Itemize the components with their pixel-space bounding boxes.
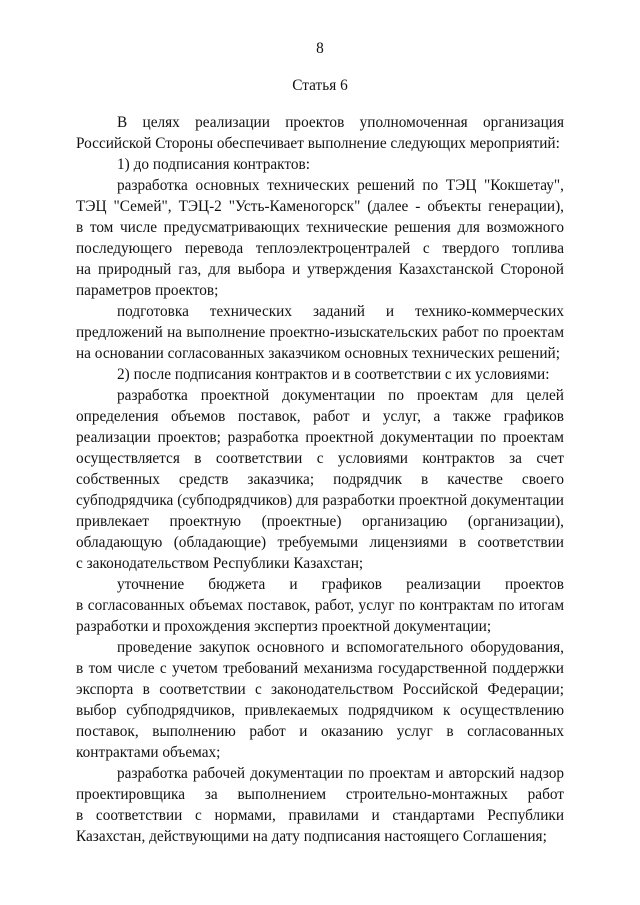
text-line: реализации проектов; разработка проектной документации по проектам	[76, 429, 564, 446]
text-line: субподрядчика (субподрядчиков) для разработки проектной документации	[76, 492, 564, 509]
text-line: разработка основных технических решений по ТЭЦ "Кокшетау",	[117, 177, 564, 194]
text-line: последующего перевода теплоэлектроцентралей с твердого топлива	[76, 240, 564, 257]
page-number: 8	[316, 40, 324, 57]
text-line: уточнение бюджета и графиков реализации проектов	[117, 576, 564, 593]
text-line: разработка рабочей документации по проектам и авторский надзор	[117, 765, 564, 782]
text-line: с законодательством Республики Казахстан;	[76, 555, 364, 572]
text-line: Российской Стороны обеспечивает выполнение следующих мероприятий:	[76, 135, 560, 152]
text-line: экспорта в соответствии с законодательством Российской Федерации;	[76, 681, 564, 698]
text-line: в том числе с учетом требований механизма государственной поддержки	[76, 660, 564, 677]
text-line: контрактами объемах;	[76, 744, 221, 761]
text-line: в том числе предусматривающих технические решения для возможного	[76, 219, 564, 236]
text-line: проектировщика за выполнением строительно-монтажных работ	[76, 786, 564, 803]
article-heading: Статья 6	[292, 77, 348, 94]
text-line: привлекает проектную (проектные) организацию (организации),	[76, 513, 564, 530]
text-line: собственных средств заказчика; подрядчик в качестве своего	[76, 471, 564, 488]
text-line: в соответствии с нормами, правилами и стандартами Республики	[76, 807, 564, 824]
text-line: на основании согласованных заказчиком основных технических решений;	[76, 345, 560, 362]
text-line: выбор субподрядчиков, привлекаемых подрядчиком к осуществлению	[76, 702, 564, 719]
text-line: на природный газ, для выбора и утверждения Казахстанской Стороной	[76, 261, 564, 278]
text-line: проведение закупок основного и вспомогательного оборудования,	[117, 639, 564, 656]
text-line: разработки и прохождения экспертиз проектной документации;	[76, 618, 492, 635]
text-line: Казахстан, действующими на дату подписания настоящего Соглашения;	[76, 828, 547, 845]
text-line: в согласованных объемах поставок, работ, услуг по контрактам по итогам	[76, 597, 564, 614]
text-line: ТЭЦ "Семей", ТЭЦ-2 "Усть-Каменогорск" (далее - объекты генерации),	[76, 198, 564, 215]
text-line: разработка проектной документации по проектам для целей	[117, 387, 564, 404]
text-line: определения объемов поставок, работ и услуг, а также графиков	[76, 408, 564, 425]
text-line: 2) после подписания контрактов и в соответствии с их условиями:	[117, 366, 550, 383]
text-line: В целях реализации проектов уполномоченная организация	[117, 114, 564, 131]
text-line: поставок, выполнению работ и оказанию услуг в согласованных	[76, 723, 564, 740]
text-line: 1) до подписания контрактов:	[117, 156, 311, 173]
text-line: предложений на выполнение проектно-изыскательских работ по проектам	[76, 324, 564, 341]
text-line: осуществляется в соответствии с условиями контрактов за счет	[76, 450, 564, 467]
text-line: параметров проектов;	[76, 282, 219, 299]
text-line: подготовка технических заданий и технико-коммерческих	[117, 303, 564, 320]
text-line: обладающую (обладающие) требуемыми лицензиями в соответствии	[76, 534, 564, 551]
